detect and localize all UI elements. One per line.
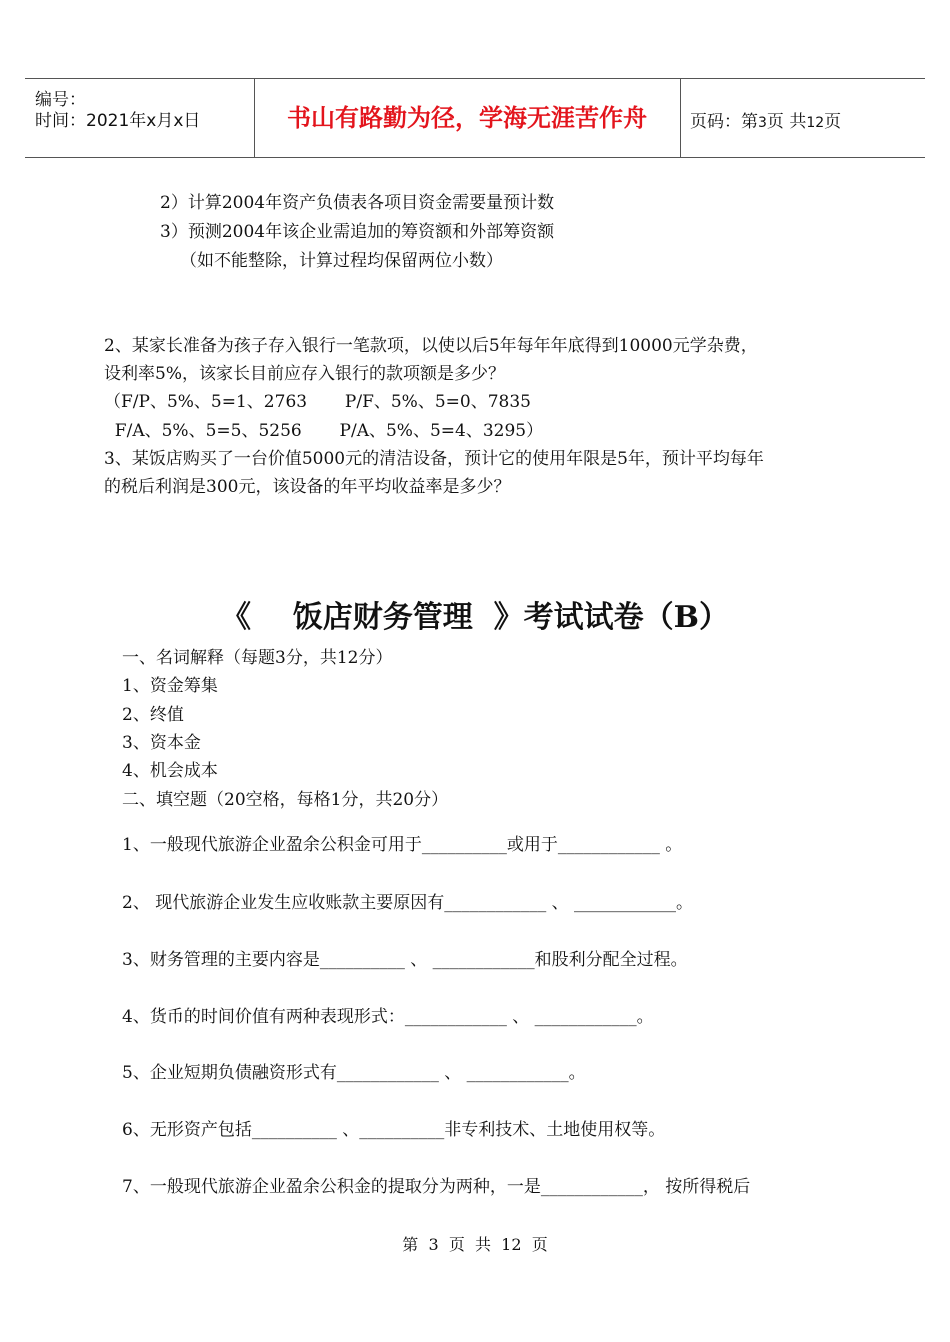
question-line: 设利率5%，该家长目前应存入银行的款项额是多少？ xyxy=(104,364,505,384)
number-label: 编号： xyxy=(35,90,86,110)
section-heading: 一、名词解释（每题3分，共12分） xyxy=(122,648,393,668)
question-line: 2、某家长准备为孩子存入银行一笔款项，以使以后5年每年年底得到10000元学杂费， xyxy=(104,336,758,356)
term-item: 3、资本金 xyxy=(122,733,201,753)
page-prefix: 页码：第 xyxy=(690,112,758,132)
fill-blank-item: 4、货币的时间价值有两种表现形式：____________ 、 ____________。 xyxy=(122,1007,654,1027)
section-heading: 二、填空题（20空格，每格1分，共20分） xyxy=(122,790,449,810)
fill-blank-item: 6、无形资产包括__________ 、__________非专利技术、土地使用权等。 xyxy=(122,1120,666,1140)
formula-line: F/A、5%、5=5、5256 P/A、5%、5=4、3295） xyxy=(104,421,544,441)
question-line: 的税后利润是300元，该设备的年平均收益率是多少？ xyxy=(104,477,511,497)
date-line: 时间：2021年x月x日 xyxy=(35,111,201,131)
exam-title: 《 饭店财务管理 》考试试卷（B） xyxy=(220,600,730,635)
page-counter xyxy=(690,107,841,132)
page-mid: 页 共 xyxy=(766,112,807,132)
page-header xyxy=(25,78,925,158)
fill-blank-item: 3、财务管理的主要内容是__________ 、 ____________和股利分配全过程。 xyxy=(122,950,688,970)
question-line: 3）预测2004年该企业需追加的筹资额和外部筹资额 xyxy=(160,222,555,242)
fill-blank-item: 1、一般现代旅游企业盈余公积金可用于__________或用于____________ 。 xyxy=(122,835,683,855)
term-item: 4、机会成本 xyxy=(122,761,218,781)
header-info-cell xyxy=(25,79,255,157)
question-line: 3、某饭店购买了一台价值5000元的清洁设备，预计它的使用年限是5年，预计平均每年 xyxy=(104,449,764,469)
fill-blank-item: 5、企业短期负债融资形式有____________ 、 ____________。 xyxy=(122,1063,586,1083)
question-line: （如不能整除，计算过程均保留两位小数） xyxy=(180,251,503,271)
motto: 书山有路勤为径，学海无涯苦作舟 xyxy=(254,79,681,157)
page-suffix: 页 xyxy=(824,112,842,132)
page-total: 12 xyxy=(806,115,825,131)
page-number: 3 xyxy=(758,115,767,131)
fill-blank-item: 7、一般现代旅游企业盈余公积金的提取分为两种，一是____________， 按所得税后 xyxy=(122,1177,751,1197)
fill-blank-item: 2、 现代旅游企业发生应收账款主要原因有____________ 、 ____________。 xyxy=(122,893,694,913)
term-item: 2、终值 xyxy=(122,705,184,725)
question-line: 2）计算2004年资产负债表各项目资金需要量预计数 xyxy=(160,193,555,213)
term-item: 1、资金筹集 xyxy=(122,676,218,696)
formula-line: （F/P、5%、5=1、2763 P/F、5%、5=0、7835 xyxy=(104,392,531,412)
page-footer: 第 3 页 共 12 页 xyxy=(402,1235,548,1254)
